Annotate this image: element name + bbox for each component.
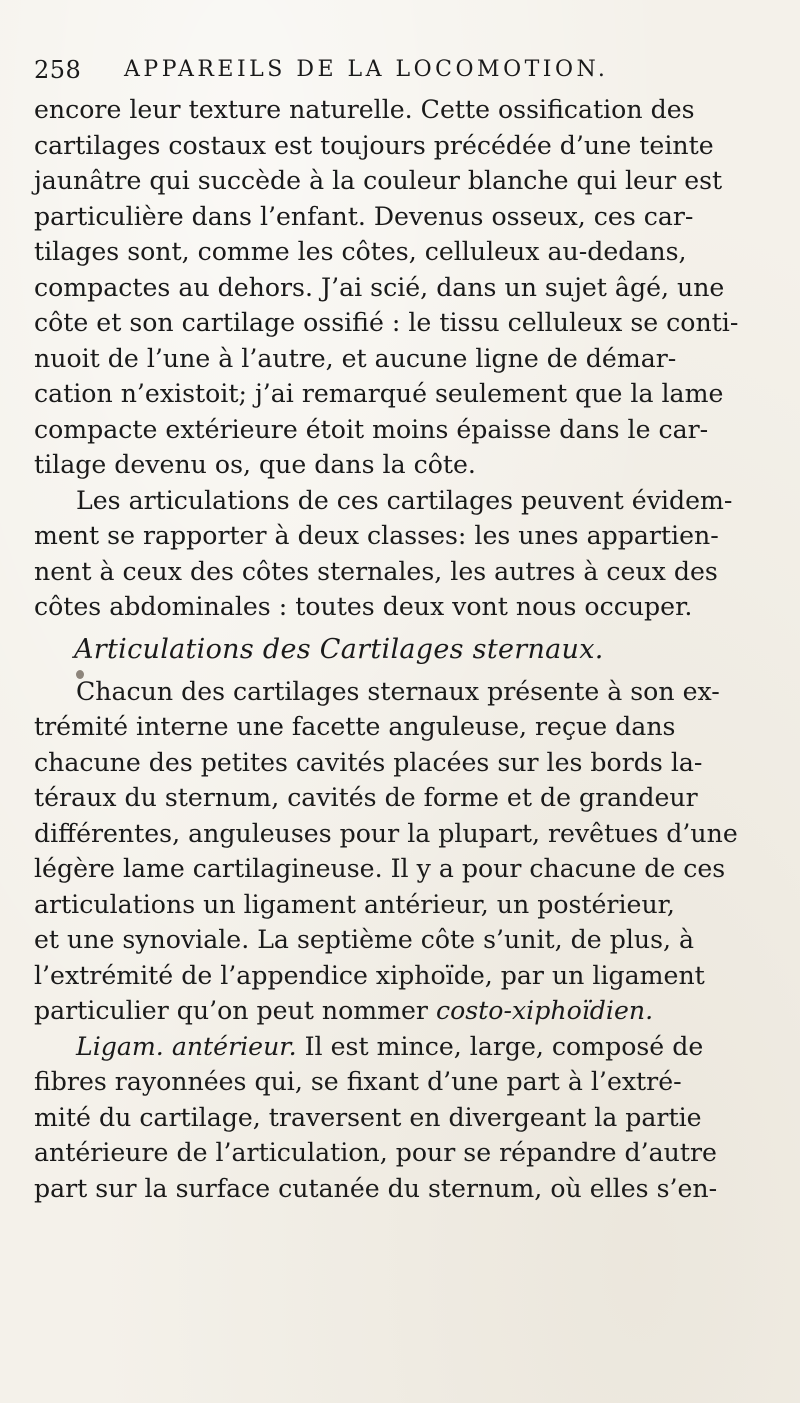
text-line: fibres rayonnées qui, se fixant d’une part à l’extré-: [34, 1067, 682, 1096]
text-line: différentes, anguleuses pour la plupart, revêtues d’une: [34, 818, 738, 848]
text-line: et une synoviale. La septième côte s’unit, de plus, à: [34, 925, 695, 954]
text-line: trémité interne une facette anguleuse, reçue dans: [34, 712, 676, 741]
text-line: compactes au dehors. J’ai scié, dans un sujet âgé, une: [34, 272, 725, 302]
running-head: APPAREILS DE LA LOCOMOTION.: [124, 57, 609, 82]
text-line: jaunâtre qui succède à la couleur blanche qui leur est: [34, 166, 723, 195]
text-line: part sur la surface cutanée du sternum, où elles s’en-: [34, 1173, 718, 1203]
text-line: tilage devenu os, que dans la côte.: [34, 450, 476, 479]
section-heading: Articulations des Cartilages sternaux.: [74, 633, 604, 665]
text-line: [34, 993, 770, 1029]
text-line: nuoit de l’une à l’autre, et aucune ligne de démar-: [34, 343, 677, 373]
text-line: l’extrémité de l’appendice xiphoïde, par un ligament: [34, 960, 705, 990]
text-span: particulier qu’on peut nommer: [34, 996, 436, 1025]
text-line: [34, 1029, 770, 1065]
text-line: côte et son cartilage ossifié : le tissu celluleux se conti-: [34, 308, 739, 337]
text-line: tilages sont, comme les côtes, celluleux au-dedans,: [34, 237, 687, 266]
text-line: chacune des petites cavités placées sur les bords la-: [34, 747, 703, 777]
text-line: côtes abdominales : toutes deux vont nous occuper.: [34, 592, 693, 621]
italic-term: costo-xiphoïdien.: [435, 996, 654, 1025]
text-line: nent à ceux des côtes sternales, les autres à ceux des: [34, 556, 718, 586]
text-line: cation n’existoit; j’ai remarqué seulement que la lame: [34, 379, 724, 408]
text-span: Il est mince, large, composé de: [296, 1031, 704, 1061]
text-line: ment se rapporter à deux classes: les unes appartien-: [34, 521, 719, 550]
page-header: [34, 56, 754, 96]
text-line: mité du cartilage, traversent en divergeant la partie: [34, 1102, 702, 1132]
text-line: cartilages costaux est toujours précédée d’une teinte: [34, 130, 714, 160]
text-line: encore leur texture naturelle. Cette ossification des: [34, 95, 695, 124]
italic-subheading: Ligam. antérieur.: [76, 1031, 297, 1061]
page-number: 258: [34, 56, 82, 84]
text-line: antérieure de l’articulation, pour se répandre d’autre: [34, 1138, 717, 1167]
text-line: Chacun des cartilages sternaux présente à son ex-: [76, 676, 720, 706]
text-line: particulière dans l’enfant. Devenus osseux, ces car-: [34, 201, 694, 231]
text-line: légère lame cartilagineuse. Il y a pour chacune de ces: [34, 854, 726, 883]
text-line: compacte extérieure étoit moins épaisse dans le car-: [34, 414, 709, 444]
body-text: [34, 92, 770, 1206]
text-line: Les articulations de ces cartilages peuvent évidem-: [76, 485, 733, 515]
text-line: articulations un ligament antérieur, un postérieur,: [34, 889, 675, 919]
text-line: téraux du sternum, cavités de forme et de grandeur: [34, 783, 698, 812]
